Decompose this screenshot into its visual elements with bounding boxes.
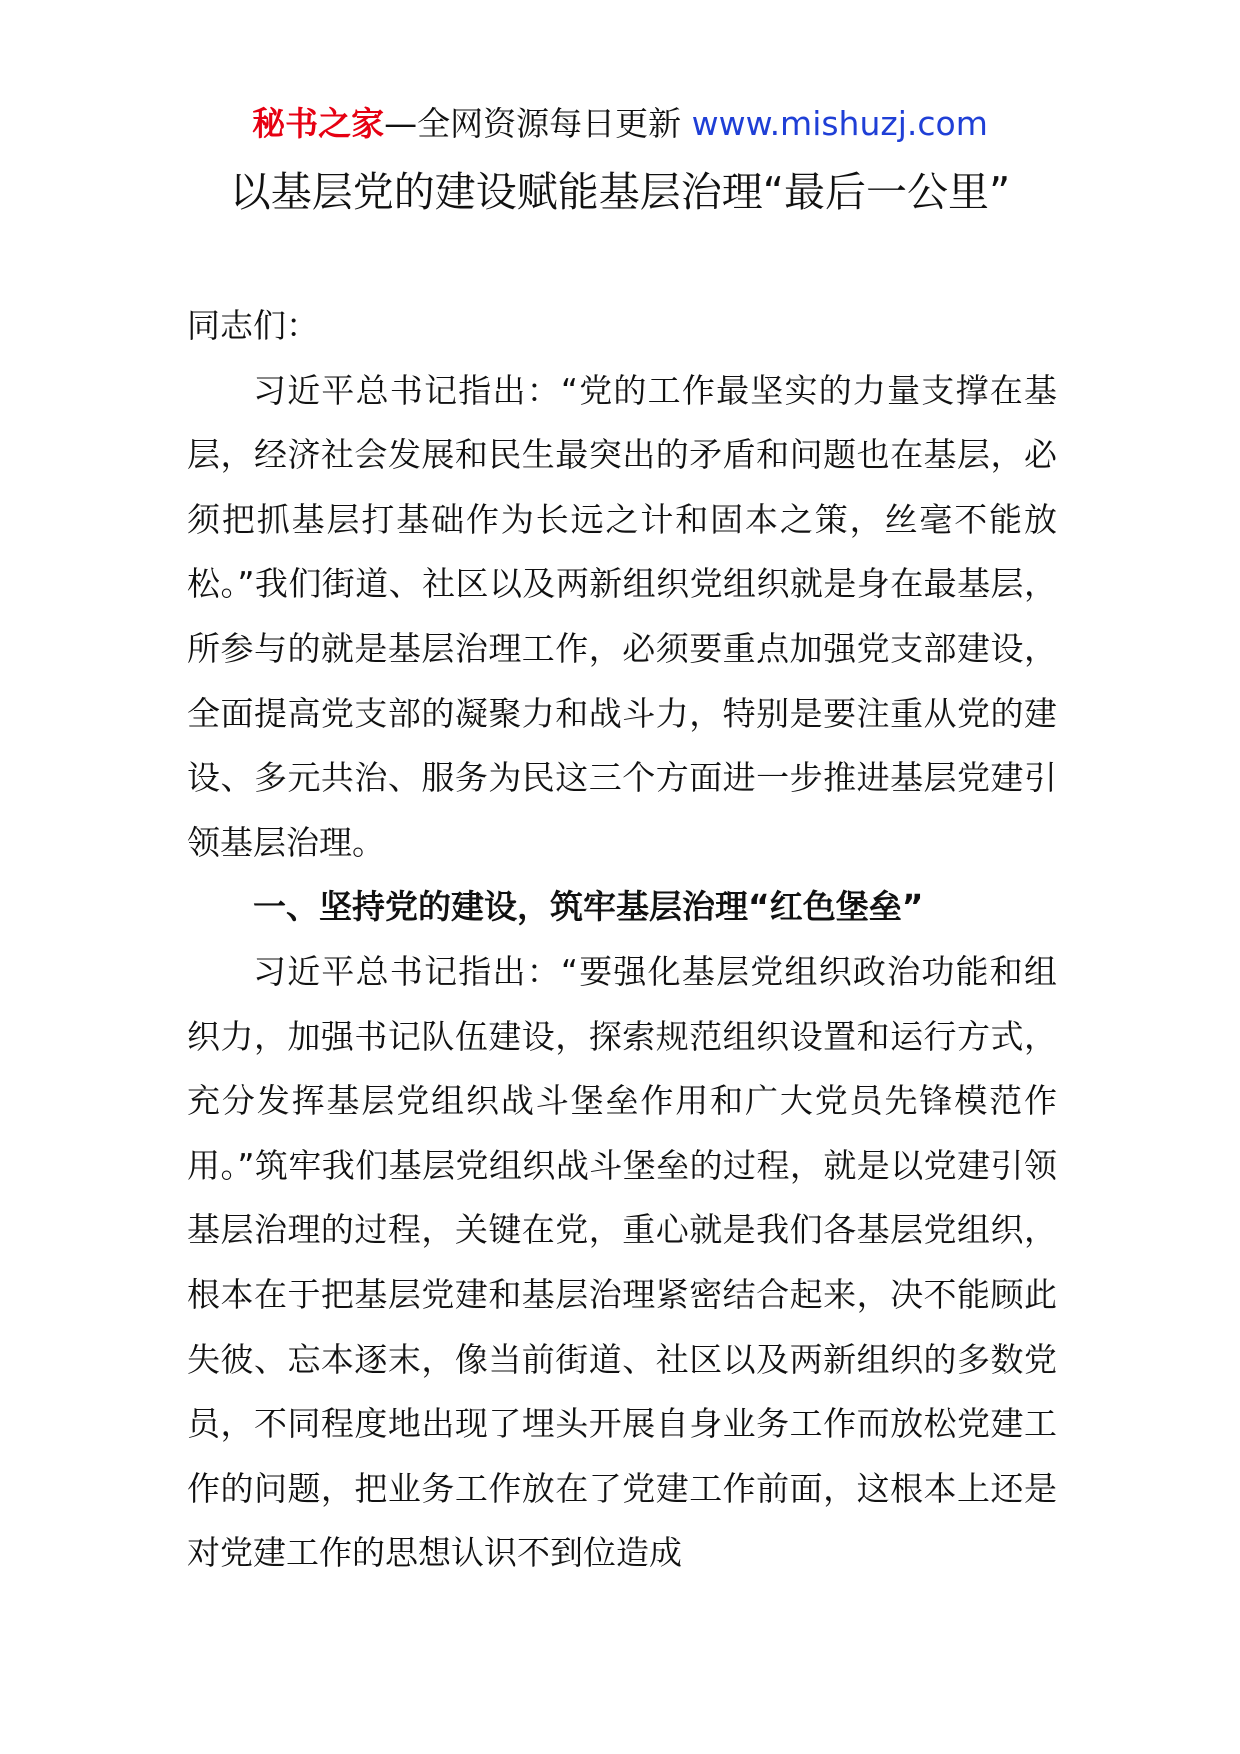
salutation: 同志们： (187, 306, 319, 345)
site-brand: 秘书之家 (252, 104, 385, 143)
document-body (187, 294, 1057, 1586)
section-heading: 一、坚持党的建设，筑牢基层治理“红色堡垒” (253, 887, 924, 927)
body-paragraph: 习近平总书记指出：“党的工作最坚实的力量支撑在基层，经济社会发展和民生最突出的矛盾和问题也在基层，必须把抓基层打基础作为长远之计和固本之策，丝毫不能放松。”我们街道、社区以及两新组织党组织就是身在最基层，所参与的就是基层治理工作，必须要重点加强党支部建设，全面提高党支部的凝聚力和战斗力，特别是要注重从党的建设、多元共治、服务为民这三个方面进一步推进基层党建引领基层治理。 (187, 370, 1057, 862)
site-tagline: —全网资源每日更新 (384, 104, 692, 143)
document-title: 以基层党的建设赋能基层治理“最后一公里” (229, 168, 1011, 216)
site-url-link[interactable]: www.mishuzj.com (691, 104, 988, 143)
body-paragraph: 习近平总书记指出：“要强化基层党组织政治功能和组织力，加强书记队伍建设，探索规范组织设置和运行方式，充分发挥基层党组织战斗堡垒作用和广大党员先锋模范作用。”筑牢我们基层党组织战斗堡垒的过程，就是以党建引领基层治理的过程，关键在党，重心就是我们各基层党组织，根本在于把基层党建和基层治理紧密结合起来，决不能顾此失彼、忘本逐末，像当前街道、社区以及两新组织的多数党员，不同程度地出现了埋头开展自身业务工作而放松党建工作的问题，把业务工作放在了党建工作前面，这根本上还是对党建工作的思想认识不到位造成 (187, 951, 1057, 1573)
site-header (0, 98, 1240, 150)
